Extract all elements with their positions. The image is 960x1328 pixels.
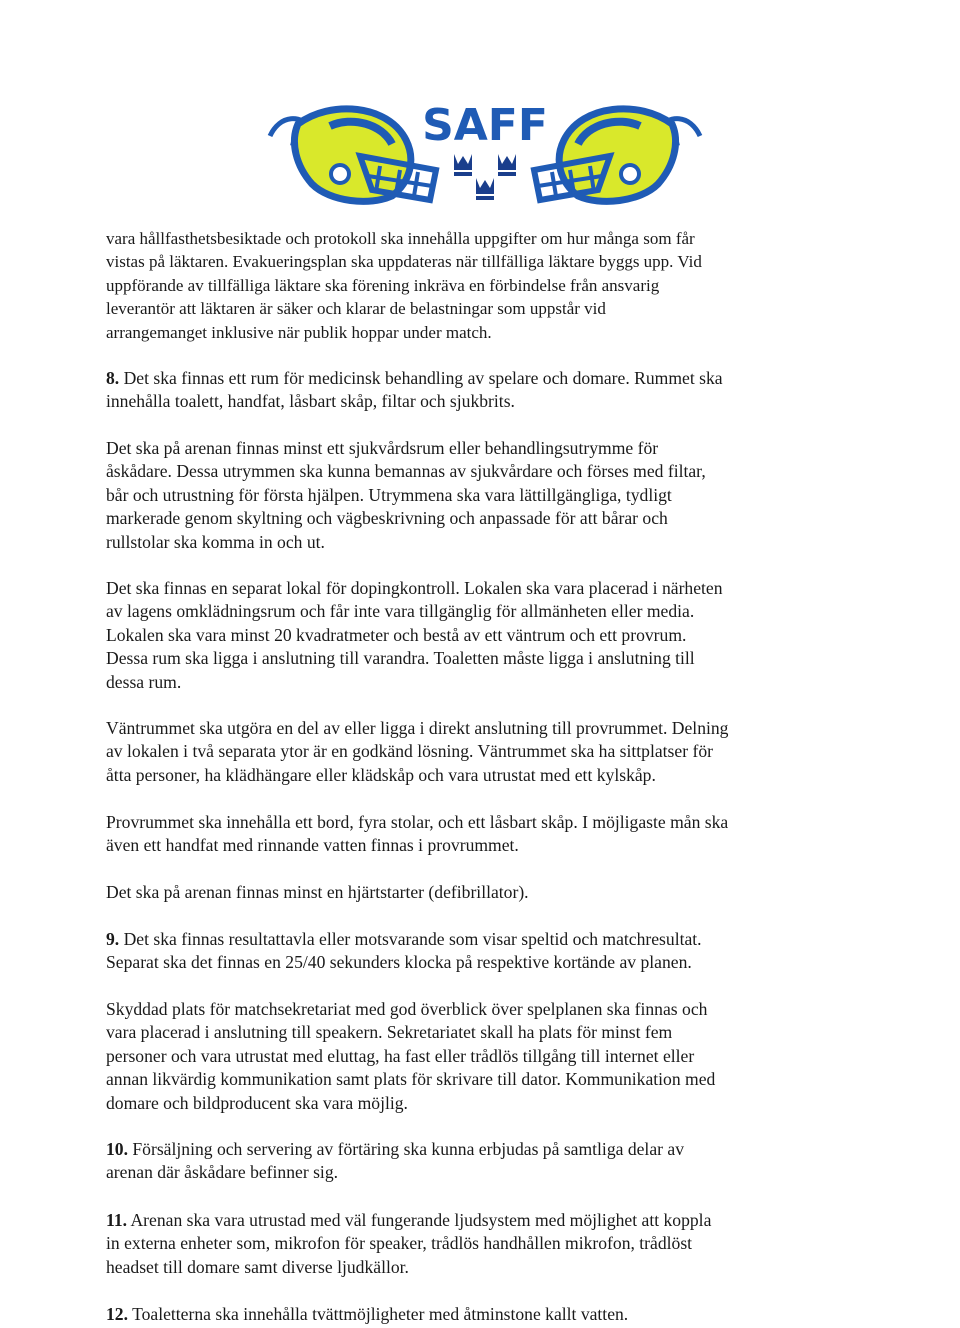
paragraph-sjukvardsrum xyxy=(106,437,876,554)
text-line: Skyddad plats för matchsekretariat med god överblick över spelplanen ska finnas och xyxy=(106,999,708,1019)
text-line: arrangemanget inklusive när publik hoppar under match. xyxy=(106,322,492,342)
text-line: headset till domare samt diverse ljudkällor. xyxy=(106,1256,409,1277)
section-11 xyxy=(106,1209,876,1279)
section-9 xyxy=(106,928,876,975)
text-line: Lokalen ska vara minst 20 kvadratmeter och bestå av ett väntrum och ett provrum. xyxy=(106,624,687,645)
section-number: 10. xyxy=(106,1139,128,1159)
text-line: annan likvärdig kommunikation samt plats för skrivare till dator. Kommunikation med xyxy=(106,1069,716,1090)
text-line: uppförande av tillfälliga läktare ska förening inkräva en förbindelse från ansvarig xyxy=(106,275,660,295)
text-line: Provrummet ska innehålla ett bord, fyra stolar, och ett låsbart skåp. I möjligaste mån ska xyxy=(106,812,729,832)
section-number: 9. xyxy=(106,929,120,949)
text-line: rullstolar ska komma in och ut. xyxy=(106,531,325,552)
paragraph-1 xyxy=(106,227,876,344)
saff-logo xyxy=(260,96,710,208)
section-10 xyxy=(106,1138,876,1185)
paragraph-provrum xyxy=(106,811,876,858)
left-helmet-icon xyxy=(270,109,436,201)
right-helmet-icon xyxy=(534,109,700,201)
text-line: vara hållfasthetsbesiktade och protokoll ska innehålla uppgifter om hur många som får xyxy=(106,229,695,248)
text-line: Separat ska det finnas en 25/40 sekunders klocka på respektive kortände av planen. xyxy=(106,952,692,973)
text-line: Väntrummet ska utgöra en del av eller ligga i direkt anslutning till provrummet. Delning xyxy=(106,718,729,738)
text-line: markerade genom skyltning och vägbeskrivning och anpassade för att bårar och xyxy=(106,508,668,529)
section-number: 8. xyxy=(106,368,120,388)
text-line: Försäljning och servering av förtäring ska kunna erbjudas på samtliga delar av xyxy=(128,1139,684,1159)
text-line: åtta personer, ha klädhängare eller klädskåp och vara utrustat med ett kylskåp. xyxy=(106,764,656,785)
text-line: in externa enheter som, mikrofon för speaker, trådlös handhållen mikrofon, trådlöst xyxy=(106,1233,693,1254)
paragraph-dopingkontroll xyxy=(106,577,876,694)
paragraph-hjartstarter xyxy=(106,881,876,904)
text-line: innehålla toalett, handfat, låsbart skåp, filtar och sjukbrits. xyxy=(106,391,515,412)
text-line: Dessa rum ska ligga i anslutning till varandra. Toaletten måste ligga i anslutning till xyxy=(106,648,695,669)
text-line: arenan där åskådare befinner sig. xyxy=(106,1162,339,1183)
text-line: vistas på läktaren. Evakueringsplan ska uppdateras när tillfälliga läktare byggs upp. Vid xyxy=(106,252,702,272)
text-line: bår och utrustning för första hjälpen. Utrymmena ska vara lättillgängliga, tydligt xyxy=(106,484,672,505)
text-line: åskådare. Dessa utrymmen ska kunna bemannas av sjukvårdare och förses med filtar, xyxy=(106,461,706,482)
section-8 xyxy=(106,367,876,414)
text-line: Det ska på arenan finnas minst en hjärtstarter (defibrillator). xyxy=(106,882,529,902)
text-line: Toaletterna ska innehålla tvättmöjligheter med åtminstone kallt vatten. xyxy=(128,1304,629,1324)
section-12 xyxy=(106,1303,876,1326)
text-line: Arenan ska vara utrustad med väl fungerande ljudsystem med möjlighet att koppla xyxy=(127,1210,712,1230)
text-line: Det ska finnas resultattavla eller motsvarande som visar speltid och matchresultat. xyxy=(119,929,702,949)
text-line: leverantör att läktaren är säker och klarar de belastningar som uppstår vid xyxy=(106,299,606,319)
text-line: Det ska på arenan finnas minst ett sjukvårdsrum eller behandlingsutrymme för xyxy=(106,438,659,458)
text-line: Det ska finnas en separat lokal för dopingkontroll. Lokalen ska vara placerad i närheten xyxy=(106,578,723,598)
text-line: även ett handfat med rinnande vatten finnas i provrummet. xyxy=(106,835,519,856)
text-line: personer och vara utrustat med eluttag, ha fast eller trådlös tillgång till internet eller xyxy=(106,1045,695,1066)
text-line: vara placerad i anslutning till speakern. Sekretariatet skall ha plats för minst fem xyxy=(106,1022,673,1043)
section-number: 12. xyxy=(106,1304,128,1324)
saff-logo-text: SAFF xyxy=(422,100,548,151)
text-line: domare och bildproducent ska vara möjlig. xyxy=(106,1092,408,1113)
text-line: av lokalen i två separata ytor är en godkänd lösning. Väntrummet ska ha sittplatser för xyxy=(106,741,713,762)
text-line: av lagens omklädningsrum och får inte vara tillgänglig för allmänheten eller media. xyxy=(106,601,695,622)
crowns-icon xyxy=(454,154,516,200)
paragraph-vantrum xyxy=(106,717,876,787)
paragraph-matchsekretariat xyxy=(106,998,876,1115)
section-number: 11. xyxy=(106,1210,128,1230)
text-line: Det ska finnas ett rum för medicinsk behandling av spelare och domare. Rummet ska xyxy=(119,368,723,388)
text-line: dessa rum. xyxy=(106,671,182,692)
